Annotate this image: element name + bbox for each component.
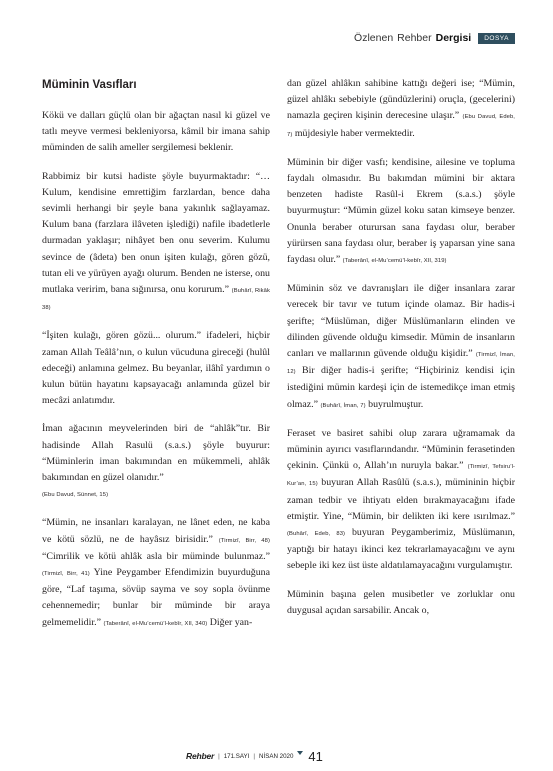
footer-date: NİSAN 2020 bbox=[259, 752, 294, 760]
paragraph bbox=[287, 426, 515, 575]
page-footer bbox=[186, 749, 323, 763]
citation: (Buhârî, Rikâk 38) bbox=[42, 288, 271, 312]
paragraph-text: buyuran Peygamberimiz, Müslümanın, yaptığı bir hatayı ikinci kez tekrarlamayacağını ve aynı sebeple iki kez üst üste aldatılamayacağını vurgulamıştır. bbox=[287, 527, 515, 572]
citation: (Tirmizî, İman, 12) bbox=[287, 352, 516, 376]
citation: (Ebu Davud, Edeb, 7) bbox=[287, 114, 516, 138]
footer-logo: Rehber bbox=[186, 751, 215, 761]
header-brand-bold: Dergisi bbox=[435, 32, 472, 44]
citation: (Buhârî, Edeb, 83) bbox=[287, 531, 346, 538]
citation: (Buhârî, İman, 7) bbox=[320, 402, 366, 409]
section-title: Müminin Vasıfları bbox=[42, 79, 137, 91]
section-badge: DOSYA bbox=[478, 33, 515, 44]
paragraph-text: Rabbimiz bir kutsi hadiste şöyle buyurmaktadır: “…Kulum, kendisine emrettiğim farzlardan, bence daha sevimli herhangi bir şeyle bana yakınlık sağlayamaz. Kulum bana (farzlara ilâveten işlediği) nafile ibadetlerle durmadan yaklaşır; nihâyet ben onu severim. Kulumu sevince de (âdeta) ben onun işiten kulağı, gören gözü, tutan eli ve yürüyen ayağı olurum. Benden ne isterse, onu mutlaka veririm, bana sığınırsa, onu korurum.” bbox=[42, 170, 270, 296]
citation: (Tirmizî, Birr, 41) bbox=[42, 571, 90, 578]
header-magazine-name: Özlenen bbox=[354, 32, 394, 44]
page-number: 41 bbox=[308, 748, 323, 764]
paragraph-text: Bir diğer hadis-i şerifte; “Hiçbiriniz kendisi için istediğini mümin kardeşi için de istemedikçe iman etmiş olmaz.” bbox=[287, 365, 515, 410]
footer-separator: | bbox=[218, 752, 220, 760]
paragraph-text: dan güzel ahlâkın sahibine kattığı değeri ise; “Mümin, güzel ahlâkı sebebiyle (gündüzlerini) oruçla, (gecelerini) namazla geçiren kişinin derecesine ulaşır.” bbox=[287, 78, 515, 122]
triangle-icon bbox=[297, 751, 303, 755]
paragraph bbox=[42, 421, 270, 503]
paragraph-text: “Mümin, ne insanları karalayan, ne lânet eden, ne kaba ve kötü sözlü, ne de hayâsız birisidir.” bbox=[42, 517, 270, 545]
paragraph bbox=[287, 76, 515, 143]
paragraph bbox=[287, 281, 515, 414]
citation: (Taberânî, el-Mu’cemü’l-kebîr, XII, 319) bbox=[342, 258, 447, 265]
paragraph-text: Feraset ve basiret sahibi olup zarara uğramamak da müminin ayırıcı vasıflarındandır. “Müminin ferasetinden çekinin. Çünkü o, Allah’ın nuruyla bakar.” bbox=[287, 427, 515, 472]
paragraph-text: buyrulmuştur. bbox=[365, 398, 424, 410]
paragraph-text: “Cimrilik ve kötü ahlâk asla bir müminde bulunmaz.” bbox=[42, 550, 270, 562]
citation: (Tirmizî, Tefsiru’l-Kur’an, 15) bbox=[287, 464, 516, 488]
paragraph: Müminin başına gelen musibetler ve zorluklar onu duygusal açıdan sarsabilir. Ancak o, bbox=[287, 588, 515, 616]
citation: (Tirmizî, Birr, 48) bbox=[218, 537, 270, 544]
citation: (Taberânî, el-Mu’cemü’l-kebîr, XII, 340) bbox=[103, 620, 208, 627]
paragraph-text: Diğer yan- bbox=[207, 616, 253, 628]
citation: (Ebu Davud, Sünnet, 15) bbox=[42, 492, 109, 499]
paragraph-text: İman ağacının meyvelerinden biri de “ahlâk”tır. Bir hadisinde Allah Rasulü (s.a.s.) şöyle buyurur: “Müminlerin iman bakımından en mükemmeli, ahlâk bakımından en güzel olanıdır.” bbox=[42, 423, 270, 484]
running-header bbox=[354, 30, 515, 46]
paragraph-text: Yine Peygamber Efendimizin buyurduğuna göre, “Laf taşıma, sövüp sayma ve soy sopla övünme cehennemedir; bunlar bir müminde bir araya gelmemelidir.” bbox=[42, 567, 270, 628]
paragraph: Kökü ve dalları güçlü olan bir ağaçtan nasıl ki güzel ve tatlı meyve vermesi bekleniyorsa, kâmil bir imana sahip müminden de salih ameller sergilemesi beklenir. bbox=[42, 110, 270, 154]
left-column bbox=[42, 78, 270, 644]
footer-separator: | bbox=[253, 752, 255, 760]
right-column bbox=[287, 76, 515, 631]
paragraph-text: Müminin söz ve davranışları ile diğer insanlara zarar verecek bir tavır ve tutum içinde olamaz. Bir hadis-i şerifte; “Müslüman, diğer Müslümanların elinden ve dilinden güvende olduğu kimsedir. Mümin de insanların canları ve mallarının güvende olduğu kişidir.” bbox=[287, 283, 515, 360]
header-brand: Rehber bbox=[397, 32, 432, 44]
paragraph-text: buyuran Allah Rasûlü (s.a.s.), mümininin hiçbir zaman tedbir ve ihtiyatı elden bırakmayacağını ifade etmiştir. Yine, “Mümin, bir delikten iki kere ısırılmaz.” bbox=[287, 477, 515, 522]
footer-issue: 171.SAYI bbox=[223, 752, 250, 760]
paragraph bbox=[287, 155, 515, 269]
paragraph bbox=[42, 169, 270, 317]
paragraph bbox=[42, 515, 270, 631]
paragraph-text: Müminin bir diğer vasfı; kendisine, ailesine ve topluma faydalı olmasıdır. Bu bakımdan mümini bir aktara benzeten hadiste Rasûl-i Ekrem (s.a.s.) şöyle buyurmuştur: “Mümin güzel koku satan kimseye benzer. Onunla beraber oturursan sana faydası olur, beraber yürürsen sana faydası olur, beraber iş yaparsan yine sana faydası olur.” bbox=[287, 156, 515, 266]
paragraph-text: müjdesiyle haber vermektedir. bbox=[292, 127, 415, 139]
paragraph: “İşiten kulağı, gören gözü... olurum.” ifadeleri, hiçbir zaman Allah Teâlâ’nın, o kulun vücuduna gireceği (hulûl edeceği) anlamına gelmez. Bu beyanlar, ilâhî yardımın o kulun bütün hayatını kapsayacağı anlamında güzel bir mecâzi anlatımdır. bbox=[42, 330, 270, 407]
